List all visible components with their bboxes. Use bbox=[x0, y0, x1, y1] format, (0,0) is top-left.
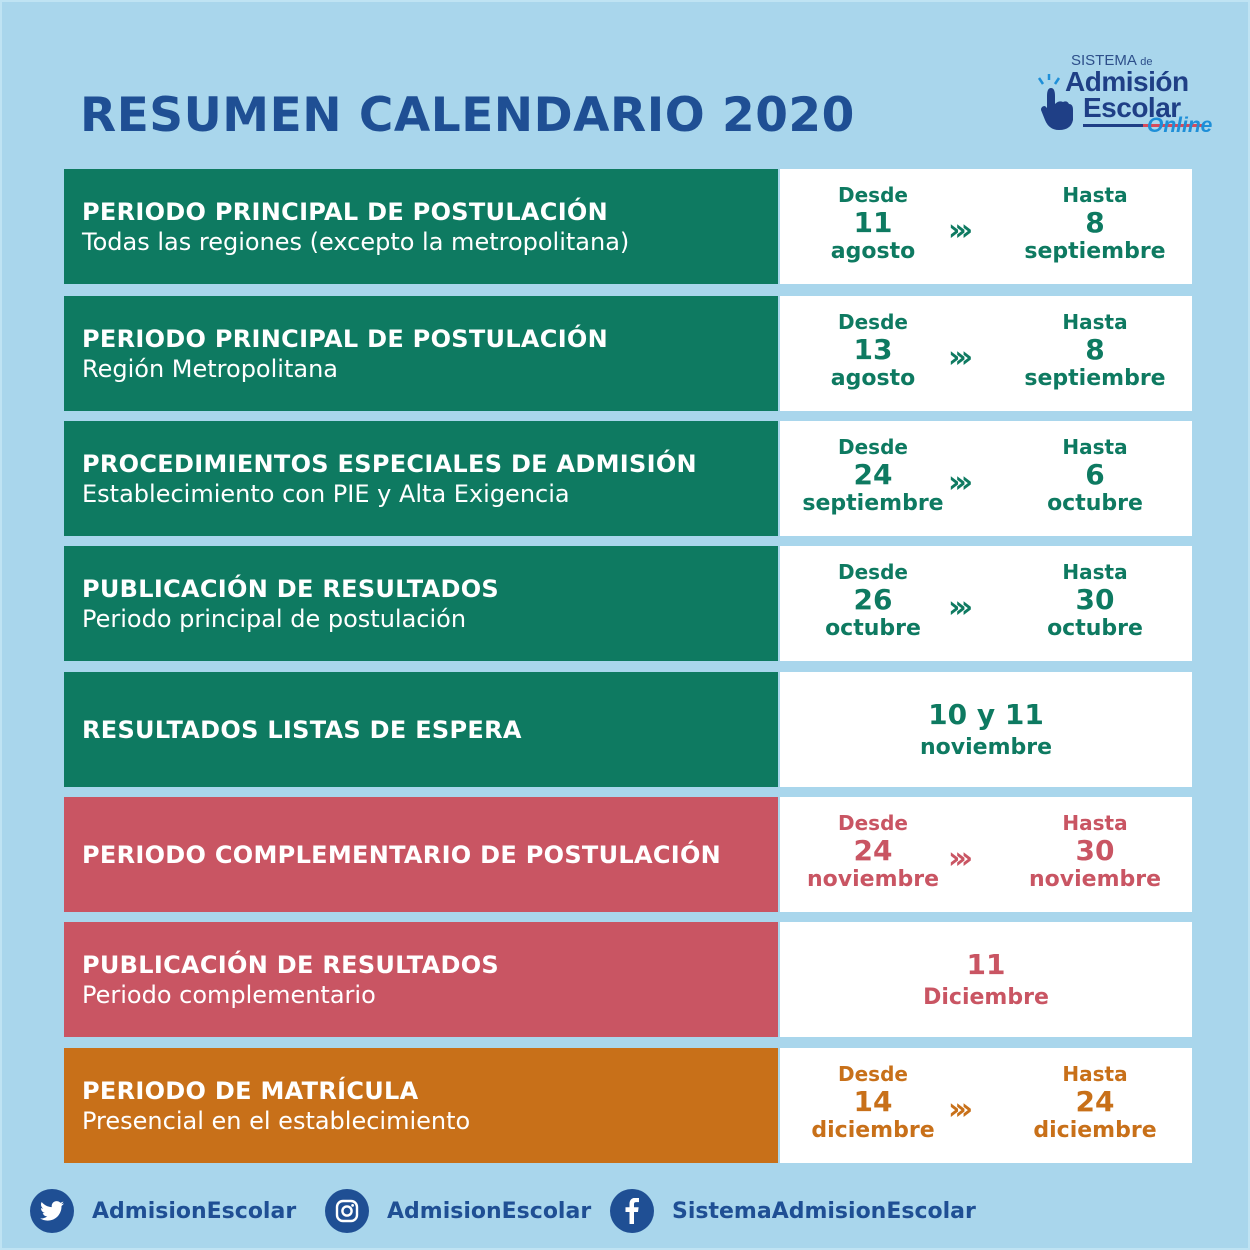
logo-line-2: Admisión bbox=[1065, 66, 1189, 97]
twitter-handle: AdmisionEscolar bbox=[92, 1198, 297, 1224]
to-month: noviembre bbox=[1028, 867, 1162, 892]
event-heading: PUBLICACIÓN DE RESULTADOS bbox=[82, 574, 499, 603]
event-subtitle: Establecimiento con PIE y Alta Exigencia bbox=[82, 479, 570, 508]
from-month: octubre bbox=[825, 616, 921, 641]
from-label: Desde bbox=[838, 1062, 908, 1086]
from-day: 13 bbox=[853, 333, 893, 366]
from-date bbox=[788, 435, 958, 516]
calendar-row bbox=[64, 546, 1192, 661]
event-heading: PUBLICACIÓN DE RESULTADOS bbox=[82, 950, 499, 979]
date-panel bbox=[780, 922, 1192, 1037]
to-day: 30 bbox=[1075, 834, 1115, 867]
to-label: Hasta bbox=[1062, 183, 1128, 207]
to-label: Hasta bbox=[1062, 1062, 1128, 1086]
event-panel bbox=[64, 296, 778, 411]
to-label: Hasta bbox=[1062, 435, 1128, 459]
facebook-icon bbox=[610, 1189, 654, 1233]
from-day: 14 bbox=[853, 1085, 893, 1118]
from-label: Desde bbox=[838, 560, 908, 584]
single-date bbox=[780, 698, 1192, 760]
facebook-handle: SistemaAdmisionEscolar bbox=[672, 1198, 976, 1224]
date-panel bbox=[780, 546, 1192, 661]
event-heading: PERIODO PRINCIPAL DE POSTULACIÓN bbox=[82, 197, 609, 226]
from-month: diciembre bbox=[811, 1118, 935, 1143]
arrows-icon: ››› bbox=[948, 213, 968, 248]
event-panel bbox=[64, 546, 778, 661]
to-label: Hasta bbox=[1062, 560, 1128, 584]
to-date bbox=[1010, 310, 1180, 391]
from-day: 11 bbox=[853, 206, 893, 239]
from-date bbox=[788, 310, 958, 391]
from-label: Desde bbox=[838, 183, 908, 207]
calendar-row bbox=[64, 672, 1192, 787]
to-month: septiembre bbox=[1024, 239, 1166, 264]
arrows-icon: ››› bbox=[948, 340, 968, 375]
social-twitter[interactable] bbox=[30, 1188, 296, 1234]
event-subtitle: Todas las regiones (excepto la metropolitana) bbox=[82, 227, 630, 256]
event-heading: RESULTADOS LISTAS DE ESPERA bbox=[82, 715, 522, 744]
from-day: 24 bbox=[853, 834, 893, 867]
date-day: 11 bbox=[966, 948, 1006, 981]
event-heading: PERIODO DE MATRÍCULA bbox=[82, 1076, 419, 1105]
to-date bbox=[1010, 560, 1180, 641]
twitter-icon bbox=[30, 1189, 74, 1233]
from-date bbox=[788, 811, 958, 892]
event-panel bbox=[64, 169, 778, 284]
calendar-row bbox=[64, 922, 1192, 1037]
event-panel bbox=[64, 797, 778, 912]
from-month: septiembre bbox=[802, 491, 944, 516]
to-month: octubre bbox=[1047, 616, 1143, 641]
event-subtitle: Presencial en el establecimiento bbox=[82, 1106, 471, 1135]
from-month: noviembre bbox=[806, 867, 940, 892]
from-day: 26 bbox=[853, 583, 893, 616]
arrows-icon: ››› bbox=[948, 465, 968, 500]
to-date bbox=[1010, 1062, 1180, 1143]
logo bbox=[1035, 52, 1230, 152]
to-month: septiembre bbox=[1024, 366, 1166, 391]
event-heading: PROCEDIMIENTOS ESPECIALES DE ADMISIÓN bbox=[82, 449, 697, 478]
social-instagram[interactable] bbox=[325, 1188, 591, 1234]
from-date bbox=[788, 183, 958, 264]
event-subtitle: Periodo principal de postulación bbox=[82, 604, 467, 633]
calendar-row bbox=[64, 169, 1192, 284]
to-date bbox=[1010, 811, 1180, 892]
event-subtitle: Periodo complementario bbox=[82, 980, 376, 1009]
date-panel bbox=[780, 672, 1192, 787]
from-day: 24 bbox=[853, 458, 893, 491]
from-date bbox=[788, 1062, 958, 1143]
from-label: Desde bbox=[838, 310, 908, 334]
to-month: octubre bbox=[1047, 491, 1143, 516]
date-panel bbox=[780, 296, 1192, 411]
event-heading: PERIODO PRINCIPAL DE POSTULACIÓN bbox=[82, 324, 609, 353]
logo-line-1: SISTEMA de bbox=[1071, 52, 1153, 69]
to-day: 24 bbox=[1075, 1085, 1115, 1118]
instagram-handle: AdmisionEscolar bbox=[387, 1198, 592, 1224]
social-facebook[interactable] bbox=[610, 1188, 976, 1234]
event-panel bbox=[64, 672, 778, 787]
arrows-icon: ››› bbox=[948, 841, 968, 876]
date-panel bbox=[780, 421, 1192, 536]
page-title: RESUMEN CALENDARIO 2020 bbox=[80, 88, 855, 143]
to-day: 6 bbox=[1085, 458, 1105, 491]
date-month: noviembre bbox=[919, 735, 1053, 760]
arrows-icon: ››› bbox=[948, 590, 968, 625]
event-panel bbox=[64, 922, 778, 1037]
calendar-row bbox=[64, 1048, 1192, 1163]
date-panel bbox=[780, 169, 1192, 284]
to-day: 30 bbox=[1075, 583, 1115, 616]
event-panel bbox=[64, 1048, 778, 1163]
event-panel bbox=[64, 421, 778, 536]
to-label: Hasta bbox=[1062, 811, 1128, 835]
from-date bbox=[788, 560, 958, 641]
from-label: Desde bbox=[838, 811, 908, 835]
from-month: agosto bbox=[830, 239, 916, 264]
date-month: Diciembre bbox=[923, 985, 1049, 1010]
arrows-icon: ››› bbox=[948, 1092, 968, 1127]
to-label: Hasta bbox=[1062, 310, 1128, 334]
from-label: Desde bbox=[838, 435, 908, 459]
calendar-row bbox=[64, 421, 1192, 536]
to-date bbox=[1010, 435, 1180, 516]
logo-line-4: Online bbox=[1147, 114, 1213, 137]
event-subtitle: Región Metropolitana bbox=[82, 354, 338, 383]
to-month: diciembre bbox=[1033, 1118, 1157, 1143]
single-date bbox=[780, 948, 1192, 1010]
to-day: 8 bbox=[1085, 206, 1105, 239]
logo-line-3: Escolar bbox=[1083, 92, 1181, 123]
date-panel bbox=[780, 797, 1192, 912]
calendar-row bbox=[64, 797, 1192, 912]
from-month: agosto bbox=[830, 366, 916, 391]
date-day: 10 y 11 bbox=[928, 698, 1044, 731]
date-panel bbox=[780, 1048, 1192, 1163]
to-date bbox=[1010, 183, 1180, 264]
calendar-row bbox=[64, 296, 1192, 411]
event-heading: PERIODO COMPLEMENTARIO DE POSTULACIÓN bbox=[82, 840, 722, 869]
instagram-icon bbox=[325, 1189, 369, 1233]
to-day: 8 bbox=[1085, 333, 1105, 366]
